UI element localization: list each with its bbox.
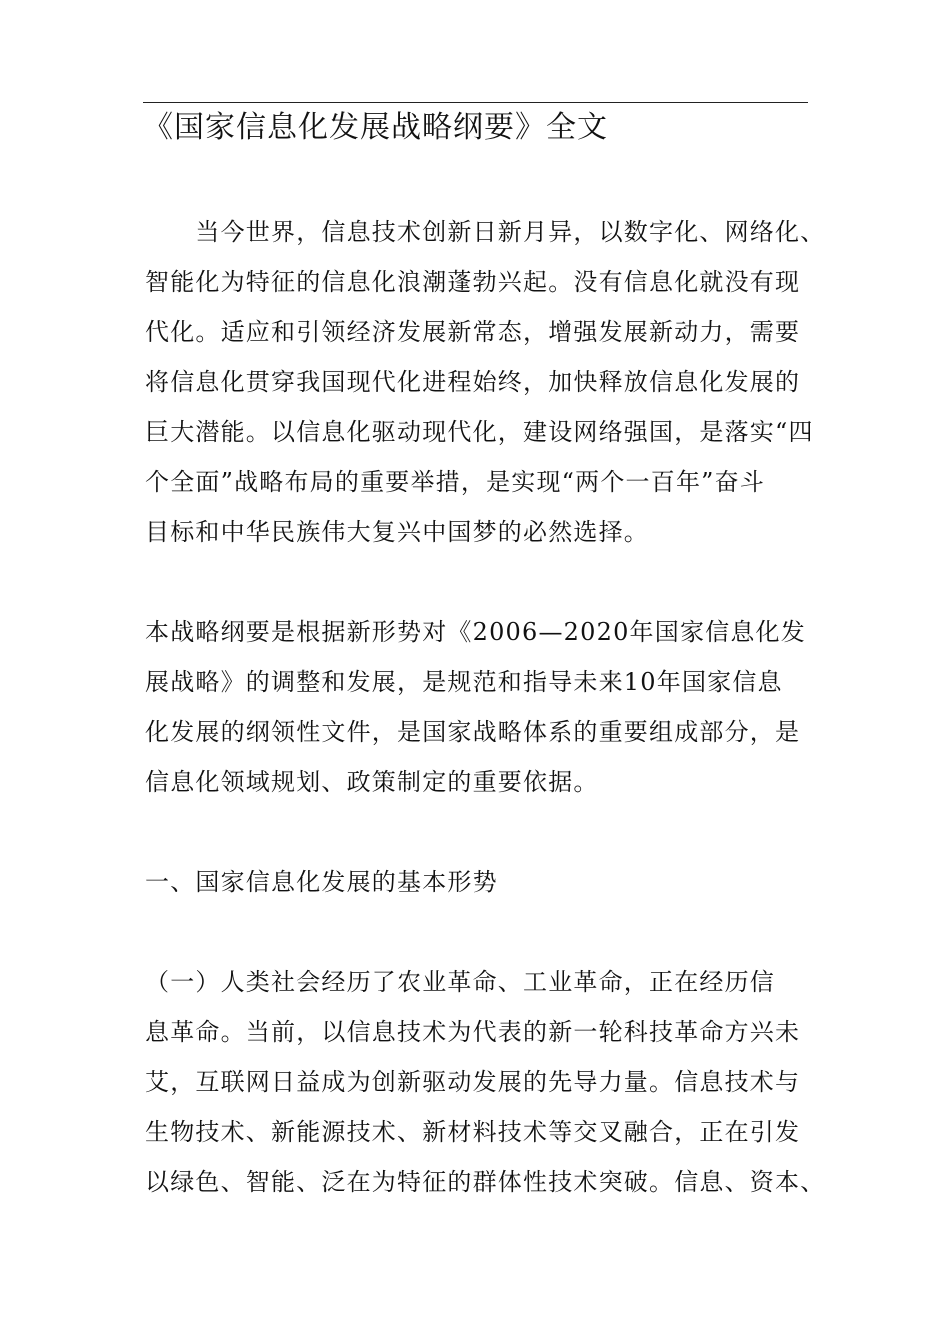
text-line: 信息化领域规划、政策制定的重要依据。 [145, 768, 599, 796]
text-line: （一）人类社会经历了农业革命、工业革命，正在经历信 [145, 968, 775, 996]
text-line: 息革命。当前，以信息技术为代表的新一轮科技革命方兴未 [145, 1018, 801, 1046]
text-line: 代化。适应和引领经济发展新常态，增强发展新动力，需要 [145, 318, 801, 346]
text-line: 智能化为特征的信息化浪潮蓬勃兴起。没有信息化就没有现 [145, 268, 801, 296]
text-line: 本战略纲要是根据新形势对《2006—2020年国家信息化发 [145, 618, 806, 646]
text-line: 将信息化贯穿我国现代化进程始终，加快释放信息化发展的 [145, 368, 801, 396]
text-line: 巨大潜能。以信息化驱动现代化，建设网络强国，是落实“四 [145, 418, 814, 446]
section-heading-text: 一、国家信息化发展的基本形势 [145, 868, 498, 896]
text-line: 化发展的纲领性文件，是国家战略体系的重要组成部分，是 [145, 718, 801, 746]
text-line: 展战略》的调整和发展，是规范和指导未来10年国家信息 [145, 668, 783, 696]
text-line: 当今世界，信息技术创新日新月异，以数字化、网络化、 [145, 218, 826, 246]
text-line: 生物技术、新能源技术、新材料技术等交叉融合，正在引发 [145, 1118, 801, 1146]
text-line: 目标和中华民族伟大复兴中国梦的必然选择。 [145, 518, 649, 546]
text-line: 以绿色、智能、泛在为特征的群体性技术突破。信息、资本、 [145, 1168, 826, 1196]
header-rule [143, 102, 808, 103]
document-title: 《国家信息化发展战略纲要》全文 [143, 110, 608, 145]
text-line: 个全面”战略布局的重要举措，是实现“两个一百年”奋斗 [145, 468, 766, 496]
text-line: 艾，互联网日益成为创新驱动发展的先导力量。信息技术与 [145, 1068, 801, 1096]
